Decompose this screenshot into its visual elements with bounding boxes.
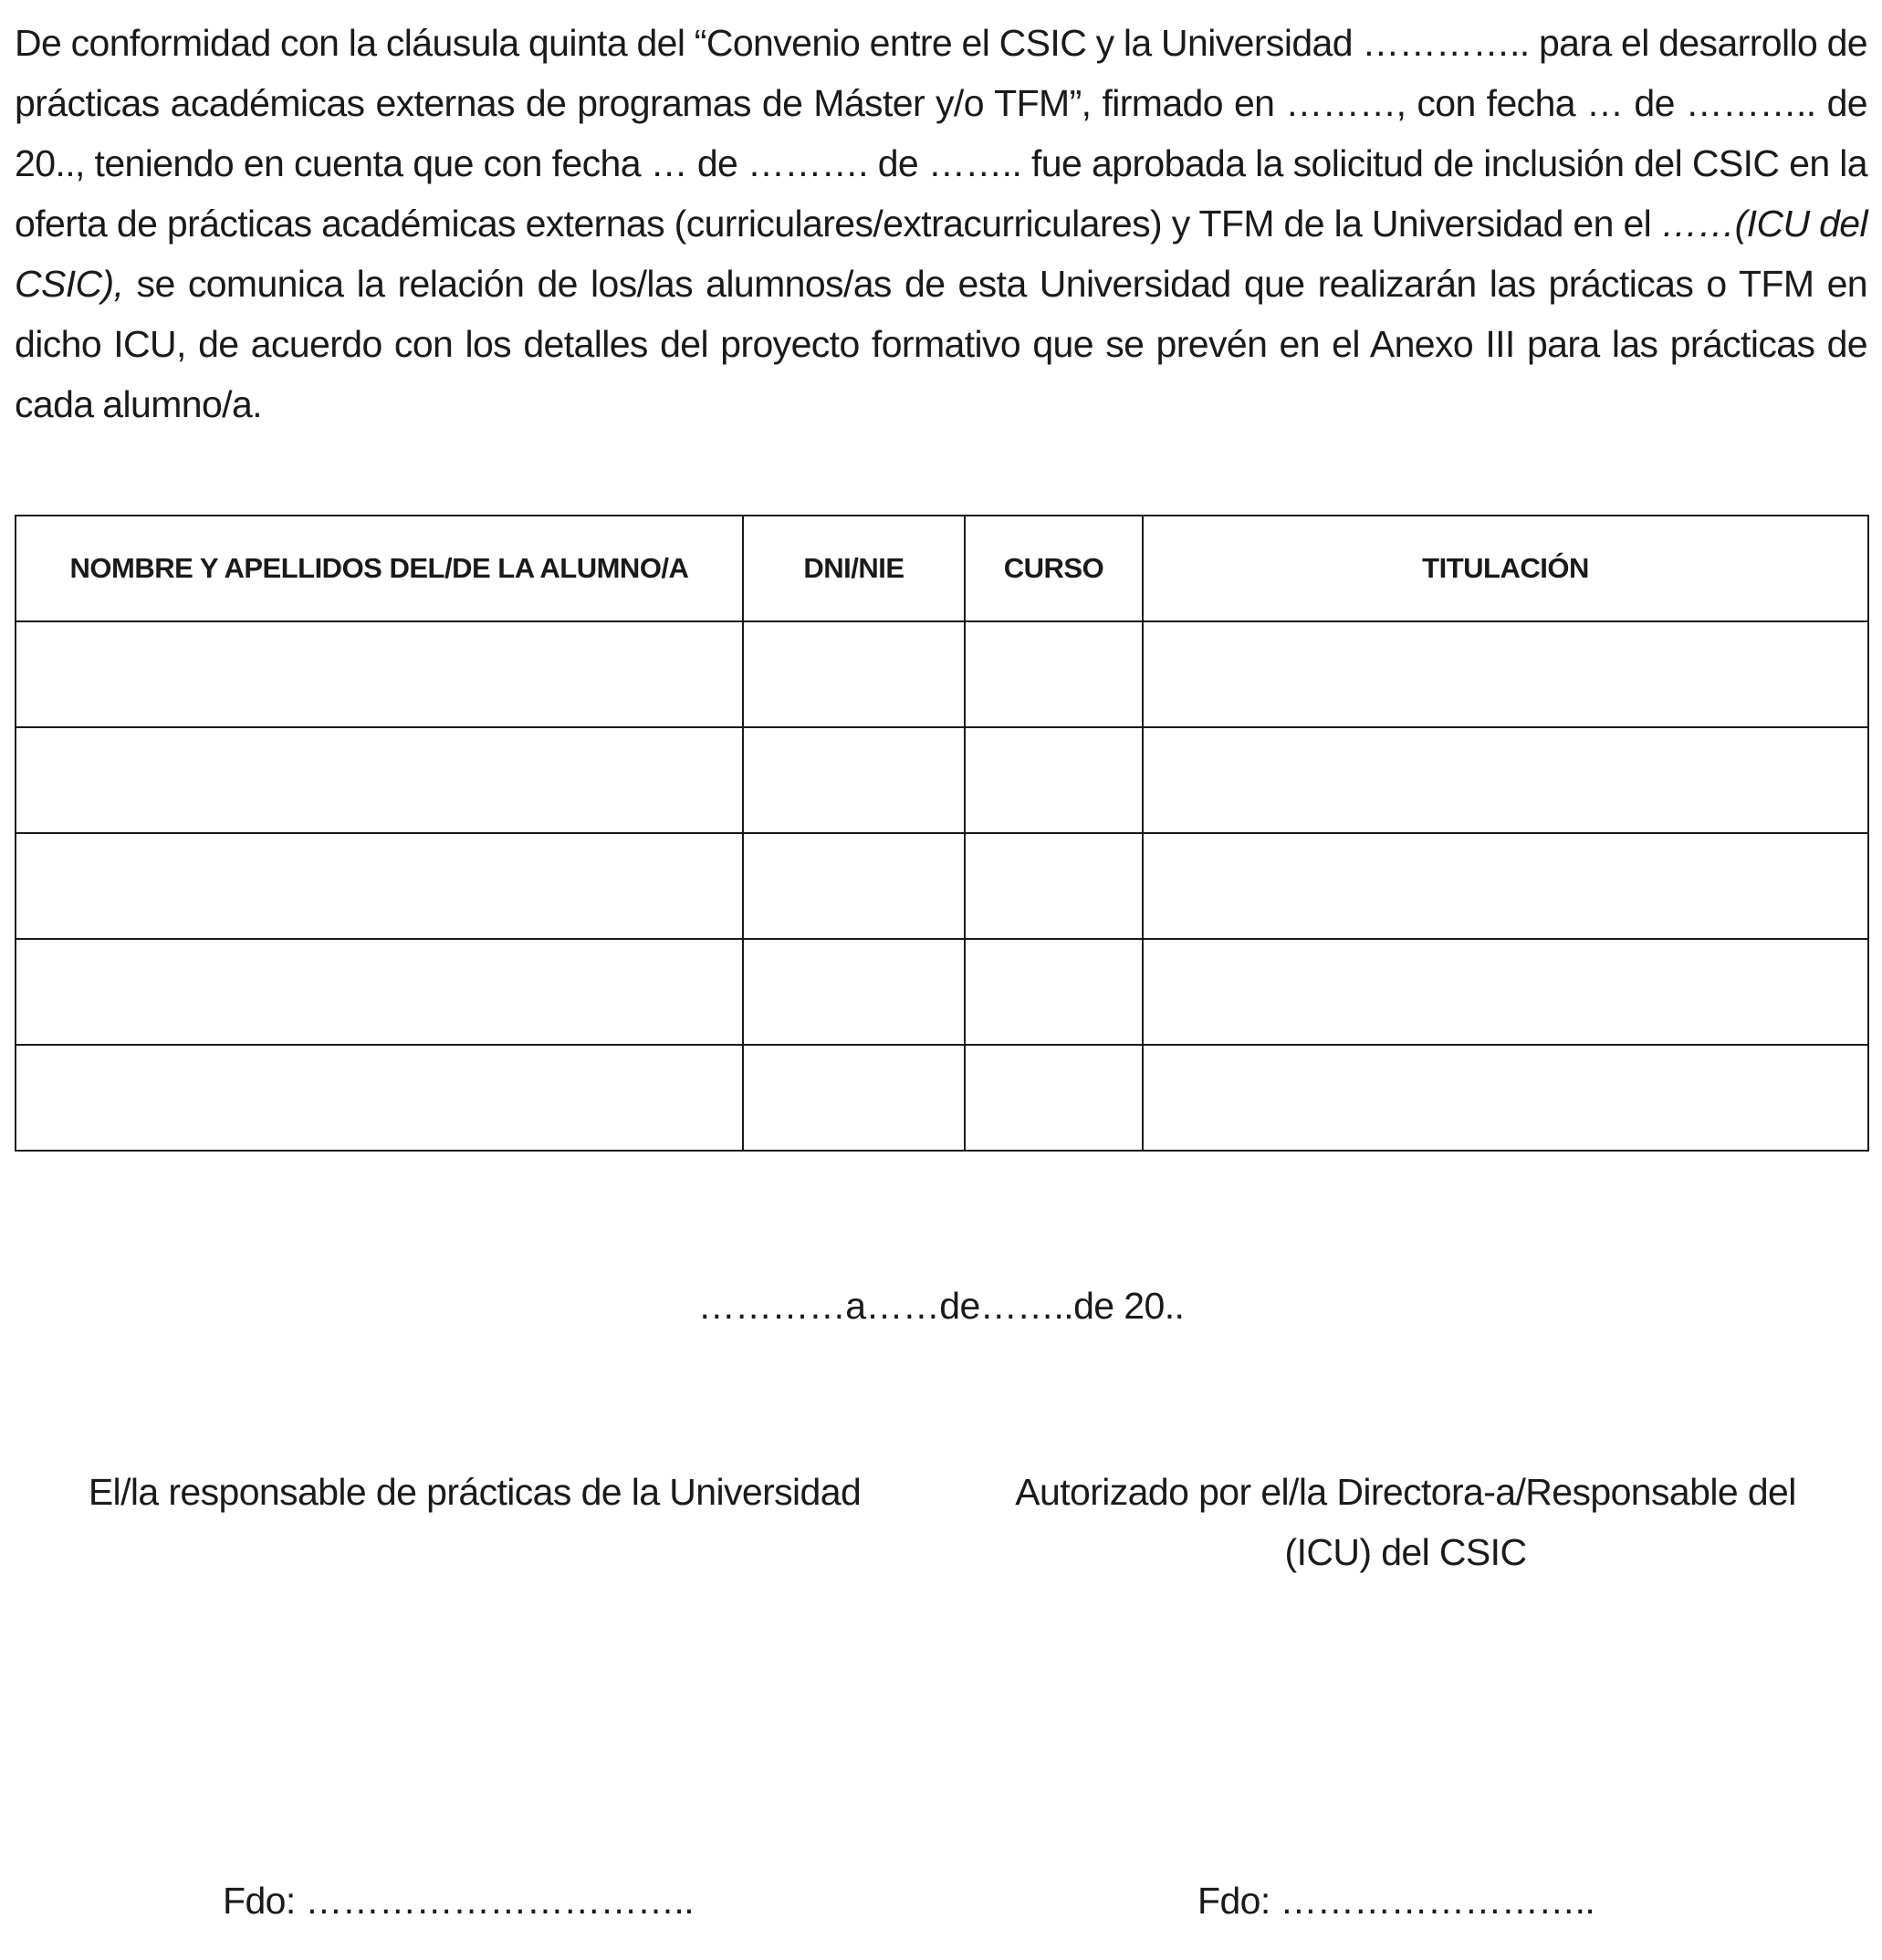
table-row bbox=[16, 1045, 1868, 1151]
cell-course[interactable] bbox=[965, 621, 1143, 727]
cell-dni[interactable] bbox=[743, 727, 965, 833]
cell-course[interactable] bbox=[965, 727, 1143, 833]
table-row bbox=[16, 727, 1868, 833]
cell-course[interactable] bbox=[965, 833, 1143, 939]
cell-name[interactable] bbox=[16, 727, 743, 833]
header-course: CURSO bbox=[965, 516, 1143, 621]
cell-degree[interactable] bbox=[1143, 1045, 1868, 1151]
cell-name[interactable] bbox=[16, 621, 743, 727]
header-degree: TITULACIÓN bbox=[1143, 516, 1868, 621]
intro-paragraph bbox=[15, 13, 1867, 434]
table-header-row bbox=[16, 516, 1868, 621]
table-row bbox=[16, 939, 1868, 1045]
table-row bbox=[16, 833, 1868, 939]
cell-dni[interactable] bbox=[743, 621, 965, 727]
cell-name[interactable] bbox=[16, 1045, 743, 1151]
header-name: NOMBRE Y APELLIDOS DEL/DE LA ALUMNO/A bbox=[16, 516, 743, 621]
header-dni: DNI/NIE bbox=[743, 516, 965, 621]
cell-dni[interactable] bbox=[743, 939, 965, 1045]
cell-course[interactable] bbox=[965, 939, 1143, 1045]
cell-course[interactable] bbox=[965, 1045, 1143, 1151]
intro-text-part1: De conformidad con la cláusula quinta del “Convenio entre el CSIC y la Universidad ………….. para el desarrollo de prácticas académicas externas de programas de Máster y/o TFM”, firmado en ………, con fecha … de ……….. de 20.., teniendo en cuenta que con fecha … de ………. de …….. fue aprobada la solicitud de inclusión del CSIC en la oferta de prácticas académicas externas (curriculares/extracurriculares) y TFM de la Universidad en el bbox=[15, 22, 1867, 245]
students-table bbox=[15, 515, 1869, 1152]
cell-dni[interactable] bbox=[743, 1045, 965, 1151]
cell-degree[interactable] bbox=[1143, 833, 1868, 939]
cell-degree[interactable] bbox=[1143, 621, 1868, 727]
signature-fdo-university: Fdo: ………………………….. bbox=[223, 1880, 695, 1922]
signature-fdo-csic: Fdo: …………………….. bbox=[1197, 1880, 1595, 1922]
cell-degree[interactable] bbox=[1143, 727, 1868, 833]
cell-name[interactable] bbox=[16, 939, 743, 1045]
cell-dni[interactable] bbox=[743, 833, 965, 939]
date-line: …………a……de……..de 20.. bbox=[697, 1285, 1185, 1327]
cell-degree[interactable] bbox=[1143, 939, 1868, 1045]
intro-text-part2: se comunica la relación de los/las alumnos/as de esta Universidad que realizarán las prácticas o TFM en dicho ICU, de acuerdo con los detalles del proyecto formativo que se prevén en el Anexo III para las prácticas de cada alumno/a. bbox=[15, 263, 1867, 425]
cell-name[interactable] bbox=[16, 833, 743, 939]
signature-title-university: El/la responsable de prácticas de la Universidad bbox=[88, 1471, 862, 1513]
table-row bbox=[16, 621, 1868, 727]
signature-title-csic: Autorizado por el/la Directora-a/Responsable del (ICU) del CSIC bbox=[1015, 1471, 1796, 1573]
intro-text-italic: ……(ICU del CSIC), bbox=[15, 203, 1867, 305]
